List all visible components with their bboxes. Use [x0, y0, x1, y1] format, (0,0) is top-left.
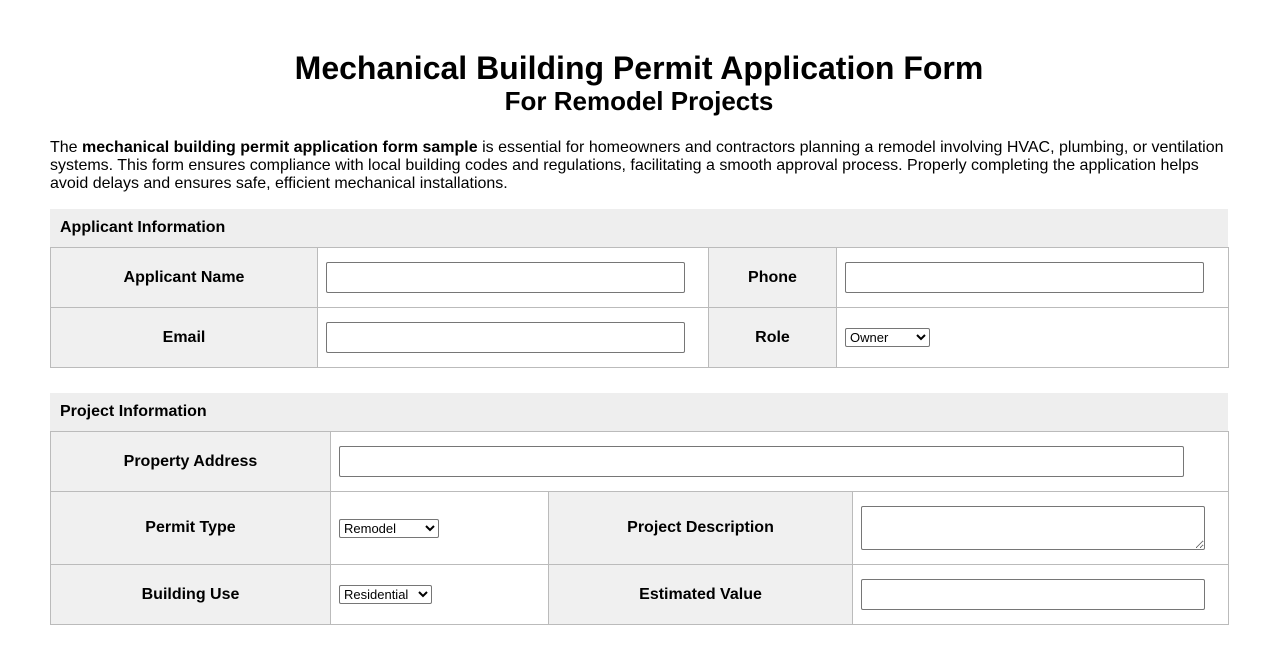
applicant-section-heading: Applicant Information — [50, 209, 1228, 247]
phone-input[interactable] — [845, 262, 1204, 293]
applicant-name-input[interactable] — [326, 262, 685, 293]
property-address-label: Property Address — [51, 432, 331, 492]
applicant-name-label: Applicant Name — [51, 248, 318, 308]
project-description-textarea[interactable] — [861, 506, 1205, 550]
permit-type-select[interactable] — [339, 519, 439, 538]
estimated-value-input[interactable] — [861, 579, 1205, 610]
property-address-input[interactable] — [339, 446, 1184, 477]
role-label: Role — [709, 308, 837, 368]
email-input[interactable] — [326, 322, 685, 353]
page-title: Mechanical Building Permit Application Form — [294, 50, 984, 86]
email-label: Email — [51, 308, 318, 368]
phone-label: Phone — [709, 248, 837, 308]
permit-type-label: Permit Type — [51, 492, 331, 565]
project-section-heading: Project Information — [50, 393, 1228, 431]
page-subtitle: For Remodel Projects — [504, 86, 774, 116]
project-table — [50, 431, 1229, 625]
intro-text: The mechanical building permit application form sample is essential for homeowners and contractors planning a remodel involving HVAC, plumbing, or ventilation systems. This form ensures compliance with local building codes and regulations, facilitating a smooth approval process. Properly completing the application helps avoid delays and ensures safe, efficient mechanical installations. — [50, 139, 1224, 192]
building-use-label: Building Use — [51, 565, 331, 625]
building-use-select[interactable] — [339, 585, 432, 604]
role-select[interactable] — [845, 328, 930, 347]
applicant-table — [50, 247, 1229, 368]
project-description-label: Project Description — [549, 492, 853, 565]
estimated-value-label: Estimated Value — [549, 565, 853, 625]
